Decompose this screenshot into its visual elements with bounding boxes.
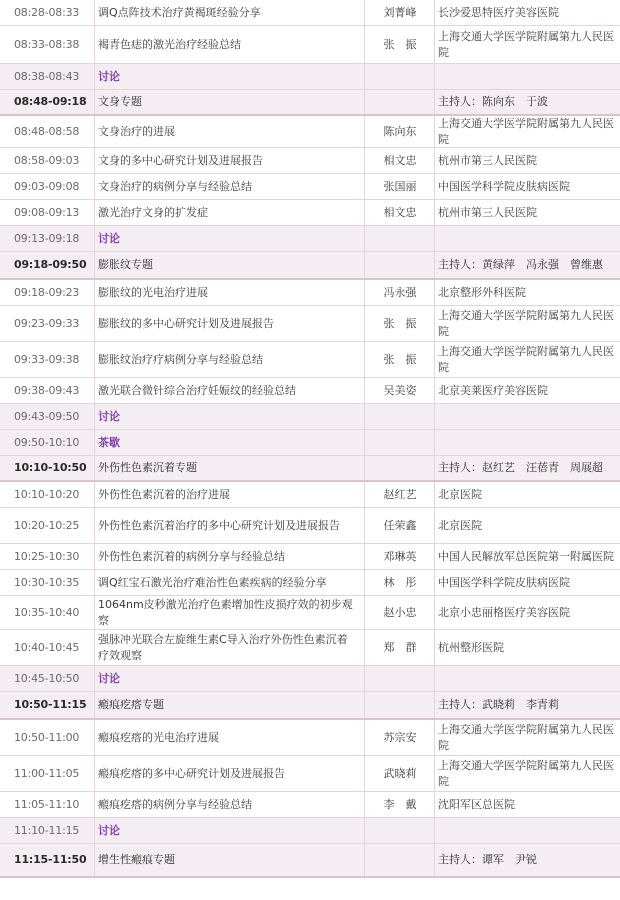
speaker-cell: [368, 692, 432, 718]
speaker-cell: 林 彤: [383, 575, 417, 589]
affiliation-cell: [438, 818, 618, 843]
time-cell: 11:15-11:50: [14, 853, 87, 866]
topic-cell: 膨胀纹的光电治疗进展: [98, 285, 208, 299]
column-divider: [434, 482, 435, 507]
topic-cell: 瘢痕疙瘩的多中心研究计划及进展报告: [98, 766, 285, 780]
table-row: [0, 174, 620, 200]
column-divider: [94, 148, 95, 173]
column-divider: [434, 90, 435, 114]
affiliation-cell: 中国人民解放军总医院第一附属医院: [438, 549, 614, 563]
column-divider: [364, 64, 365, 89]
column-divider: [94, 200, 95, 225]
speaker-cell: 李 戴: [383, 797, 417, 811]
time-cell: 08:48-09:18: [14, 95, 87, 108]
topic-cell: 文身治疗的进展: [98, 124, 175, 138]
column-divider: [94, 404, 95, 429]
speaker-cell: 相文忠: [383, 205, 417, 219]
table-row: [0, 544, 620, 570]
affiliation-cell: 杭州市第三人民医院: [438, 153, 537, 167]
column-divider: [94, 430, 95, 455]
speaker-cell: 邓琳英: [383, 549, 417, 563]
column-divider: [94, 116, 95, 147]
topic-cell: 讨论: [98, 823, 120, 837]
column-divider: [434, 692, 435, 718]
column-divider: [94, 26, 95, 63]
time-cell: 10:25-10:30: [14, 549, 80, 563]
column-divider: [94, 570, 95, 595]
table-row: [0, 720, 620, 756]
speaker-cell: 苏宗安: [383, 730, 417, 744]
table-row: [0, 26, 620, 64]
column-divider: [94, 64, 95, 89]
section-header-row: [0, 252, 620, 280]
affiliation-cell: 中国医学科学院皮肤病医院: [438, 575, 570, 589]
affiliation-cell: 沈阳军区总医院: [438, 797, 515, 811]
column-divider: [364, 0, 365, 25]
time-cell: 09:03-09:08: [14, 179, 80, 193]
column-divider: [434, 306, 435, 341]
discussion-row: [0, 404, 620, 430]
speaker-cell: 张 振: [383, 37, 417, 51]
topic-cell: 1064nm皮秒激光治疗色素增加性皮损疗效的初步观察: [98, 597, 353, 627]
affiliation-cell: 上海交通大学医学院附属第九人民医院: [438, 344, 614, 374]
speaker-cell: [368, 456, 432, 480]
topic-cell: 膨胀纹专题: [98, 258, 153, 271]
topic-cell: 瘢痕疙瘩的光电治疗进展: [98, 730, 219, 744]
section-header-row: [0, 692, 620, 720]
column-divider: [434, 544, 435, 569]
topic-cell: 调Q点阵技术治疗黄褐斑经验分享: [98, 5, 261, 19]
affiliation-cell: [438, 226, 618, 251]
column-divider: [434, 252, 435, 278]
column-divider: [434, 844, 435, 876]
column-divider: [434, 64, 435, 89]
discussion-row: [0, 666, 620, 692]
speaker-cell: 武晓莉: [383, 766, 417, 780]
topic-cell: 文身治疗的病例分享与经验总结: [98, 179, 252, 193]
time-cell: 11:10-11:15: [14, 823, 80, 837]
column-divider: [94, 226, 95, 251]
affiliation-cell: 北京整形外科医院: [438, 285, 526, 299]
topic-cell: 讨论: [98, 671, 120, 685]
time-cell: 10:40-10:45: [14, 640, 80, 654]
affiliation-cell: 杭州整形医院: [438, 640, 504, 654]
column-divider: [94, 306, 95, 341]
time-cell: 10:45-10:50: [14, 671, 80, 685]
column-divider: [364, 200, 365, 225]
topic-cell: 褐青色痣的激光治疗经验总结: [98, 37, 241, 51]
time-cell: 11:05-11:10: [14, 797, 80, 811]
topic-cell: 讨论: [98, 231, 120, 245]
column-divider: [434, 570, 435, 595]
column-divider: [434, 0, 435, 25]
speaker-cell: 郑 群: [383, 640, 417, 654]
topic-cell: 激光治疗文身的扩发症: [98, 205, 208, 219]
column-divider: [94, 720, 95, 755]
column-divider: [434, 792, 435, 817]
column-divider: [94, 508, 95, 543]
column-divider: [364, 596, 365, 629]
column-divider: [364, 90, 365, 114]
column-divider: [434, 630, 435, 665]
topic-cell: 瘢痕疙瘩专题: [98, 698, 164, 711]
topic-cell: 增生性瘢痕专题: [98, 853, 175, 866]
time-cell: 10:30-10:35: [14, 575, 80, 589]
column-divider: [364, 174, 365, 199]
topic-cell: 强脉冲光联合左旋维生素C导入治疗外伤性色素沉着疗效观察: [98, 632, 348, 662]
topic-cell: 调Q红宝石激光治疗难治性色素疾病的经验分享: [98, 575, 327, 589]
column-divider: [94, 756, 95, 791]
topic-cell: 外伤性色素沉着专题: [98, 461, 197, 474]
table-row: [0, 280, 620, 306]
column-divider: [94, 456, 95, 480]
speaker-cell: [368, 844, 432, 876]
time-cell: 10:10-10:20: [14, 487, 80, 501]
time-cell: 09:18-09:23: [14, 285, 80, 299]
column-divider: [364, 544, 365, 569]
affiliation-cell: 主持人：谭军 尹锐: [438, 853, 537, 866]
column-divider: [434, 430, 435, 455]
column-divider: [434, 456, 435, 480]
speaker-cell: [368, 666, 432, 691]
affiliation-cell: 北京小忠丽格医疗美容医院: [438, 605, 570, 619]
time-cell: 08:48-08:58: [14, 124, 80, 138]
affiliation-cell: 长沙爱思特医疗美容医院: [438, 5, 559, 19]
affiliation-cell: 主持人：陈向东 于波: [438, 95, 548, 108]
topic-cell: 讨论: [98, 69, 120, 83]
speaker-cell: [368, 252, 432, 278]
time-cell: 10:50-11:15: [14, 698, 87, 711]
column-divider: [94, 596, 95, 629]
topic-cell: 瘢痕疙瘩的病例分享与经验总结: [98, 797, 252, 811]
column-divider: [364, 280, 365, 305]
column-divider: [434, 280, 435, 305]
column-divider: [434, 148, 435, 173]
column-divider: [364, 570, 365, 595]
affiliation-cell: [438, 430, 618, 455]
topic-cell: 外伤性色素沉着治疗的多中心研究计划及进展报告: [98, 518, 340, 532]
speaker-cell: 张 振: [383, 352, 417, 366]
column-divider: [94, 482, 95, 507]
affiliation-cell: 北京医院: [438, 487, 482, 501]
table-row: [0, 0, 620, 26]
column-divider: [364, 720, 365, 755]
time-cell: 10:35-10:40: [14, 605, 80, 619]
column-divider: [364, 482, 365, 507]
discussion-row: [0, 818, 620, 844]
discussion-row: [0, 64, 620, 90]
affiliation-cell: 上海交通大学医学院附属第九人民医院: [438, 758, 614, 788]
speaker-cell: 赵红艺: [383, 487, 417, 501]
column-divider: [364, 756, 365, 791]
table-row: [0, 508, 620, 544]
column-divider: [364, 378, 365, 403]
time-cell: 09:50-10:10: [14, 435, 80, 449]
table-row: [0, 570, 620, 596]
table-row: [0, 596, 620, 630]
affiliation-cell: 中国医学科学院皮肤病医院: [438, 179, 570, 193]
column-divider: [364, 508, 365, 543]
column-divider: [364, 818, 365, 843]
column-divider: [364, 306, 365, 341]
table-row: [0, 306, 620, 342]
column-divider: [94, 378, 95, 403]
time-cell: 08:33-08:38: [14, 37, 80, 51]
speaker-cell: 相文忠: [383, 153, 417, 167]
column-divider: [434, 342, 435, 377]
column-divider: [94, 0, 95, 25]
table-row: [0, 378, 620, 404]
speaker-cell: [368, 818, 432, 843]
column-divider: [364, 342, 365, 377]
column-divider: [434, 596, 435, 629]
affiliation-cell: 上海交通大学医学院附属第九人民医院: [438, 722, 614, 752]
column-divider: [364, 630, 365, 665]
column-divider: [364, 26, 365, 63]
time-cell: 09:08-09:13: [14, 205, 80, 219]
time-cell: 09:38-09:43: [14, 383, 80, 397]
topic-cell: 文身的多中心研究计划及进展报告: [98, 153, 263, 167]
column-divider: [94, 252, 95, 278]
column-divider: [364, 252, 365, 278]
time-cell: 10:20-10:25: [14, 518, 80, 532]
affiliation-cell: [438, 404, 618, 429]
column-divider: [94, 844, 95, 876]
speaker-cell: 陈向东: [383, 124, 417, 138]
column-divider: [364, 226, 365, 251]
column-divider: [94, 792, 95, 817]
time-cell: 10:50-11:00: [14, 730, 80, 744]
speaker-cell: 吴美姿: [383, 383, 417, 397]
time-cell: 09:33-09:38: [14, 352, 80, 366]
column-divider: [94, 342, 95, 377]
column-divider: [434, 378, 435, 403]
speaker-cell: 刘菁峰: [383, 5, 417, 19]
topic-cell: 膨胀纹治疗疗病例分享与经验总结: [98, 352, 263, 366]
column-divider: [434, 116, 435, 147]
table-row: [0, 630, 620, 666]
column-divider: [434, 756, 435, 791]
column-divider: [94, 692, 95, 718]
column-divider: [94, 90, 95, 114]
column-divider: [94, 666, 95, 691]
column-divider: [364, 666, 365, 691]
time-cell: 09:23-09:33: [14, 316, 80, 330]
topic-cell: 外伤性色素沉着的病例分享与经验总结: [98, 549, 285, 563]
affiliation-cell: 杭州市第三人民医院: [438, 205, 537, 219]
column-divider: [434, 720, 435, 755]
column-divider: [94, 818, 95, 843]
time-cell: 09:13-09:18: [14, 231, 80, 245]
table-row: [0, 756, 620, 792]
speaker-cell: [368, 430, 432, 455]
topic-cell: 文身专题: [98, 95, 142, 108]
table-row: [0, 116, 620, 148]
affiliation-cell: 上海交通大学医学院附属第九人民医院: [438, 29, 614, 59]
table-row: [0, 148, 620, 174]
table-row: [0, 482, 620, 508]
column-divider: [364, 456, 365, 480]
time-cell: 08:38-08:43: [14, 69, 80, 83]
topic-cell: 膨胀纹的多中心研究计划及进展报告: [98, 316, 274, 330]
topic-cell: 外伤性色素沉着的治疗进展: [98, 487, 230, 501]
section-header-row: [0, 90, 620, 116]
column-divider: [434, 404, 435, 429]
break-row: [0, 430, 620, 456]
column-divider: [364, 792, 365, 817]
topic-cell: 激光联合微针综合治疗妊娠纹的经验总结: [98, 383, 296, 397]
affiliation-cell: [438, 666, 618, 691]
discussion-row: [0, 226, 620, 252]
column-divider: [434, 226, 435, 251]
table-row: [0, 342, 620, 378]
speaker-cell: 冯永强: [383, 285, 417, 299]
speaker-cell: [368, 226, 432, 251]
speaker-cell: 张 振: [383, 316, 417, 330]
table-row: [0, 792, 620, 818]
affiliation-cell: 上海交通大学医学院附属第九人民医院: [438, 116, 614, 146]
topic-cell: 茶歇: [98, 435, 120, 449]
table-row: [0, 200, 620, 226]
time-cell: 08:28-08:33: [14, 5, 80, 19]
column-divider: [364, 116, 365, 147]
column-divider: [434, 26, 435, 63]
affiliation-cell: 主持人：黄绿萍 冯永强 曾维惠: [438, 258, 603, 271]
column-divider: [434, 200, 435, 225]
column-divider: [364, 430, 365, 455]
affiliation-cell: 主持人：武晓莉 李青莉: [438, 698, 559, 711]
section-header-row: [0, 844, 620, 878]
column-divider: [364, 692, 365, 718]
time-cell: 09:18-09:50: [14, 258, 87, 271]
time-cell: 11:00-11:05: [14, 766, 80, 780]
affiliation-cell: 北京美莱医疗美容医院: [438, 383, 548, 397]
column-divider: [94, 544, 95, 569]
speaker-cell: 赵小忠: [383, 605, 417, 619]
column-divider: [364, 404, 365, 429]
column-divider: [434, 666, 435, 691]
speaker-cell: [368, 404, 432, 429]
section-header-row: [0, 456, 620, 482]
affiliation-cell: 上海交通大学医学院附属第九人民医院: [438, 308, 614, 338]
time-cell: 08:58-09:03: [14, 153, 80, 167]
column-divider: [94, 174, 95, 199]
column-divider: [94, 280, 95, 305]
column-divider: [364, 148, 365, 173]
column-divider: [364, 844, 365, 876]
time-cell: 09:43-09:50: [14, 409, 80, 423]
affiliation-cell: [438, 64, 618, 89]
column-divider: [94, 630, 95, 665]
time-cell: 10:10-10:50: [14, 461, 87, 474]
column-divider: [434, 174, 435, 199]
topic-cell: 讨论: [98, 409, 120, 423]
affiliation-cell: 北京医院: [438, 518, 482, 532]
speaker-cell: [368, 90, 432, 114]
speaker-cell: 任荣鑫: [383, 518, 417, 532]
speaker-cell: 张国丽: [383, 179, 417, 193]
column-divider: [434, 508, 435, 543]
speaker-cell: [368, 64, 432, 89]
affiliation-cell: 主持人：赵红艺 汪蓓青 周展超: [438, 461, 603, 474]
column-divider: [434, 818, 435, 843]
